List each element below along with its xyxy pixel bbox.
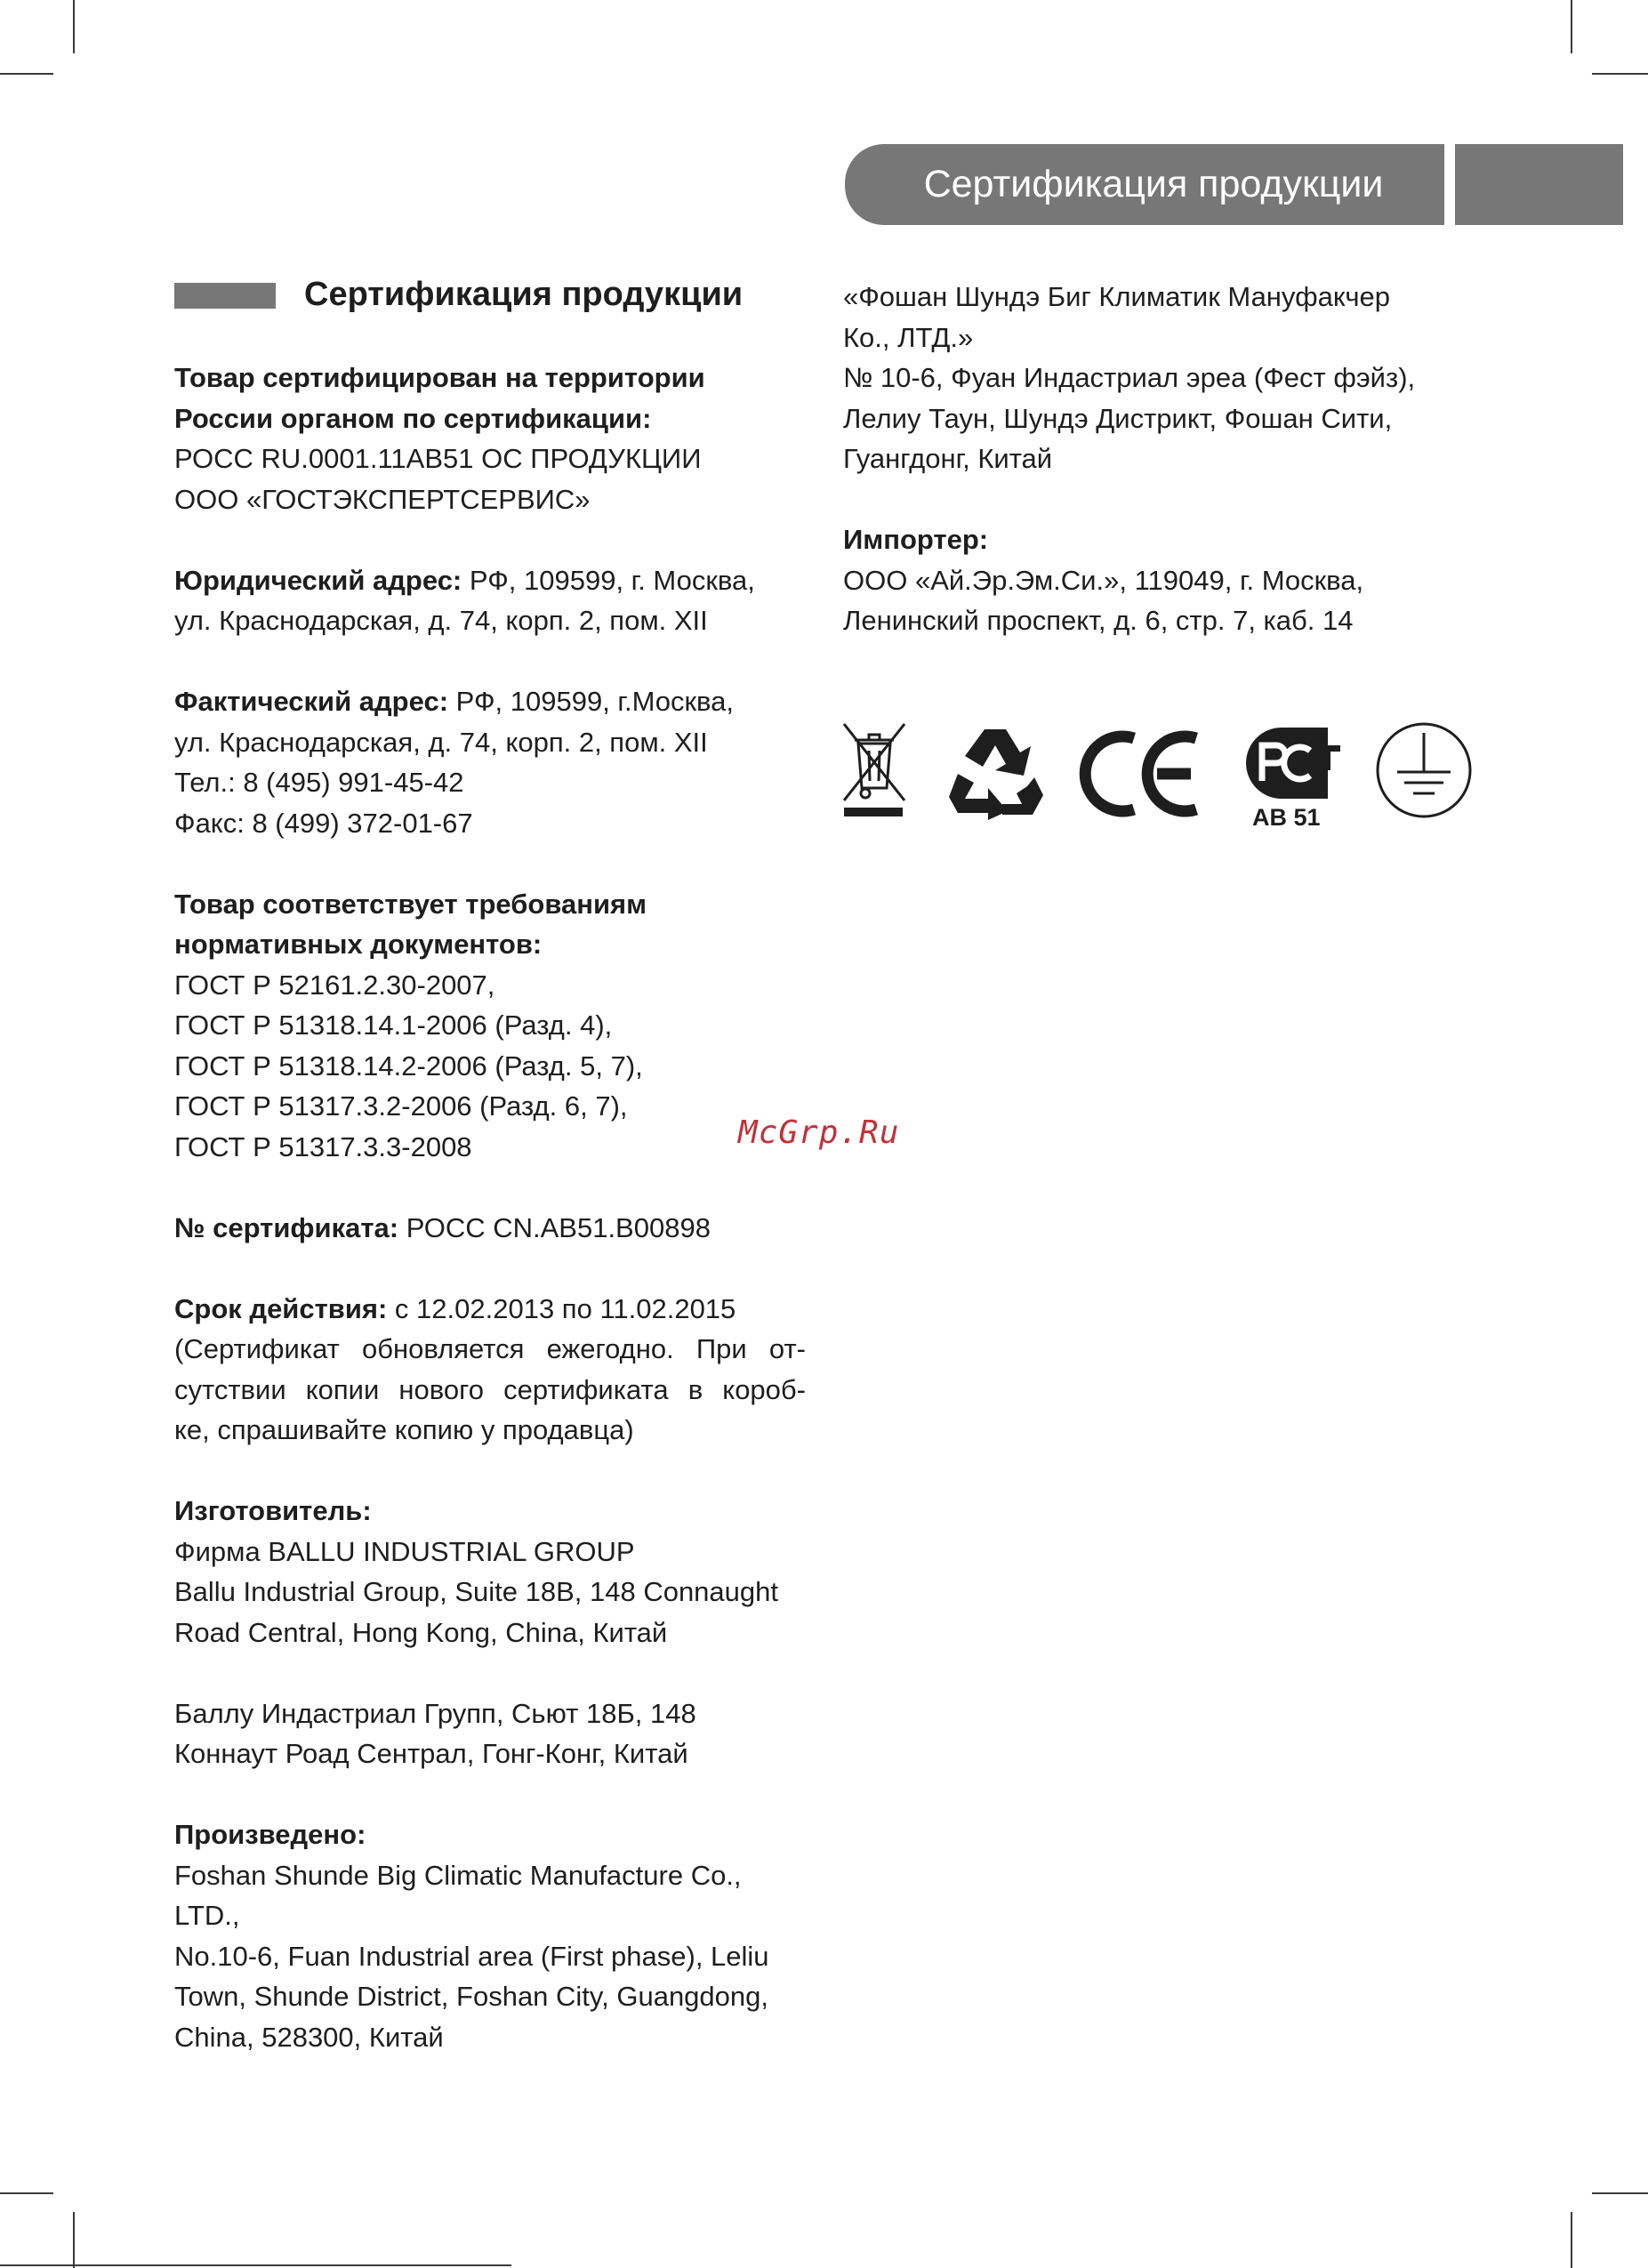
bottom-rule [0, 2264, 511, 2266]
actual-address-block [174, 681, 806, 843]
producer-ru-line: № 10-6, Фуан Индастриал эреа (Фест фэйз), [843, 362, 1416, 393]
legal-address-text: РФ, 109599, г. Москва, [462, 564, 755, 596]
left-column [174, 358, 806, 2098]
validity-note-line: (Сертификат обновляется ежегодно. При от- [174, 1333, 806, 1364]
manufacturer-ru-block [174, 1693, 806, 1774]
rst-mark-icon [1242, 724, 1342, 800]
standard-line: ГОСТ Р 52161.2.30-2007, [174, 969, 495, 1001]
produced-label: Произведено: [174, 1819, 366, 1850]
recycle-icon [945, 724, 1045, 822]
cert-body-block [174, 358, 806, 519]
crop-mark [0, 2192, 53, 2194]
crop-mark [1571, 0, 1572, 53]
crop-mark [73, 0, 75, 53]
importer-label: Импортер: [843, 524, 989, 555]
cert-body-line: РОСС RU.0001.11АВ51 ОС ПРОДУКЦИИ [174, 443, 702, 474]
phone-line: Тел.: 8 (495) 991-45-42 [174, 767, 464, 798]
ce-mark-icon [1079, 729, 1212, 818]
certification-marks [840, 720, 1481, 845]
crop-mark [1592, 2192, 1648, 2194]
section-title-bar [174, 283, 276, 309]
validity-note-line: ке, спрашивайте копию у продавца) [174, 1414, 634, 1445]
standard-line: ГОСТ Р 51317.3.2-2006 (Разд. 6, 7), [174, 1090, 628, 1122]
producer-ru-line: Гуангдонг, Китай [843, 443, 1053, 474]
crop-mark [1592, 73, 1648, 75]
legal-address-block [174, 560, 806, 641]
produced-line: Foshan Shunde Big Climatic Manufacture Co., [174, 1859, 742, 1891]
legal-address-label: Юридический адрес: [174, 564, 462, 596]
header-tab-title: Сертификация продукции [923, 163, 1384, 205]
produced-line: LTD., [174, 1900, 240, 1931]
right-column [843, 277, 1483, 681]
manufacturer-block [174, 1491, 806, 1653]
section-title: Сертификация продукции [304, 276, 744, 313]
certificate-number-value: РОСС CN.АВ51.В00898 [398, 1211, 711, 1243]
manufacturer-line: Ballu Industrial Group, Suite 18B, 148 Connaught [174, 1576, 779, 1607]
standard-line: ГОСТ Р 51318.14.1-2006 (Разд. 4), [174, 1009, 613, 1041]
manufacturer-label: Изготовитель: [174, 1495, 372, 1526]
crop-mark [73, 2212, 75, 2268]
producer-ru-line: Лелиу Таун, Шундэ Дистрикт, Фошан Сити, [843, 402, 1393, 434]
produced-line: No.10-6, Fuan Industrial area (First phase), Leliu [174, 1940, 769, 1972]
standards-block [174, 884, 806, 1168]
manufacturer-ru-line: Коннаут Роад Сентрал, Гонг-Конг, Китай [174, 1738, 688, 1769]
header-side-block [1455, 144, 1623, 225]
standard-line: ГОСТ Р 51318.14.2-2006 (Разд. 5, 7), [174, 1050, 643, 1082]
certificate-number-label: № сертификата: [174, 1211, 399, 1243]
validity-label: Срок действия: [174, 1292, 388, 1324]
producer-ru-line: Ко., ЛТД.» [843, 321, 974, 353]
standards-label: нормативных документов: [174, 929, 543, 960]
validity-dates: с 12.02.2013 по 11.02.2015 [387, 1292, 736, 1324]
actual-address-label: Фактический адрес: [174, 686, 449, 717]
manufacturer-line: Road Central, Hong Kong, China, Китай [174, 1616, 668, 1648]
cert-body-label: России органом по сертификации: [174, 402, 652, 434]
header-tab [845, 144, 1444, 225]
manufacturer-ru-line: Баллу Индастриал Групп, Сьют 18Б, 148 [174, 1697, 696, 1729]
crop-mark [1571, 2212, 1572, 2268]
producer-ru-block [843, 277, 1483, 479]
legal-address-line: ул. Краснодарская, д. 74, корп. 2, пом. XII [174, 605, 708, 636]
crop-mark [0, 73, 53, 75]
cert-body-line: ООО «ГОСТЭКСПЕРТСЕРВИС» [174, 483, 591, 515]
watermark: McGrp.Ru [738, 1114, 900, 1151]
cert-body-label: Товар сертифицирован на территории [174, 362, 705, 393]
importer-block [843, 519, 1483, 641]
standards-label: Товар соответствует требованиям [174, 888, 647, 920]
weee-bin-icon [840, 722, 908, 820]
importer-line: Ленинский проспект, д. 6, стр. 7, каб. 14 [843, 605, 1354, 636]
importer-line: ООО «Ай.Эр.Эм.Си.», 119049, г. Москва, [843, 564, 1364, 596]
validity-block [174, 1289, 806, 1451]
validity-note-line: сутствии копии нового сертификата в короб- [174, 1373, 806, 1405]
produced-block [174, 1814, 806, 2057]
rst-mark-code: АВ 51 [1252, 804, 1321, 831]
produced-line: China, 528300, Китай [174, 2021, 444, 2053]
ground-icon [1374, 720, 1474, 820]
producer-ru-line: «Фошан Шундэ Биг Климатик Мануфакчер [843, 281, 1391, 312]
certificate-number-block [174, 1208, 806, 1249]
manufacturer-line: Фирма BALLU INDUSTRIAL GROUP [174, 1535, 635, 1567]
standard-line: ГОСТ Р 51317.3.3-2008 [174, 1130, 472, 1162]
actual-address-text: РФ, 109599, г.Москва, [448, 686, 735, 717]
actual-address-line: ул. Краснодарская, д. 74, корп. 2, пом. XII [174, 726, 708, 758]
fax-line: Факс: 8 (499) 372-01-67 [174, 807, 473, 839]
produced-line: Town, Shunde District, Foshan City, Guangdong, [174, 1981, 768, 2012]
